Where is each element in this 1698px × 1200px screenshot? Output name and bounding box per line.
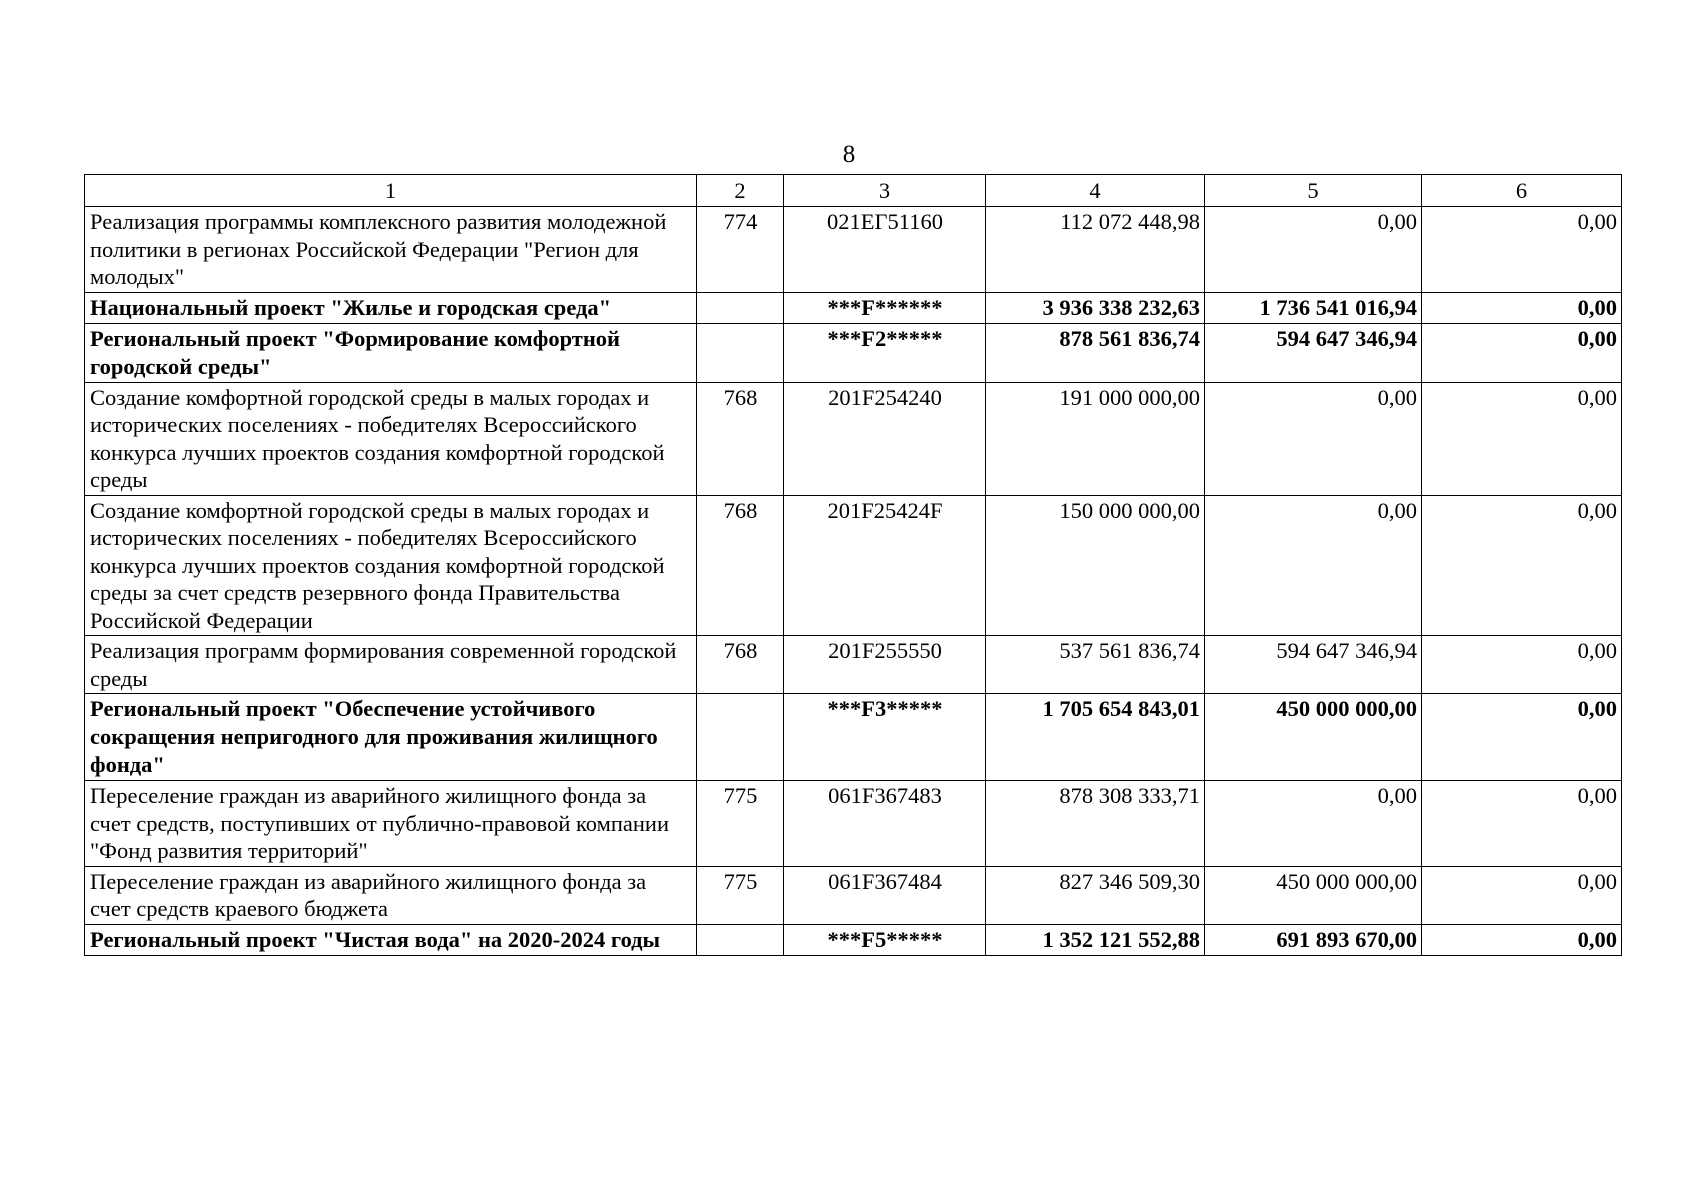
row-amount-col6: 0,00 [1422,495,1622,636]
column-header-4: 4 [986,175,1205,207]
row-amount-col5: 0,00 [1205,495,1422,636]
row-target-code: ***F2***** [784,323,986,382]
row-admin-code [697,694,784,781]
row-admin-code: 768 [697,636,784,694]
column-header-3: 3 [784,175,986,207]
row-amount-col4: 112 072 448,98 [986,207,1205,293]
row-amount-col6: 0,00 [1422,781,1622,867]
row-amount-col5: 691 893 670,00 [1205,924,1422,955]
row-target-code: 021ЕГ51160 [784,207,986,293]
row-name: Региональный проект "Обеспечение устойчивого сокращения непригодного для проживания жилищного фонда" [85,694,697,781]
row-name: Создание комфортной городской среды в малых городах и исторических поселениях - победителях Всероссийского конкурса лучших проектов создания комфортной городской среды [85,382,697,495]
table-row [85,382,1622,495]
row-name: Реализация программ формирования современной городской среды [85,636,697,694]
table-row [85,207,1622,293]
column-header-5: 5 [1205,175,1422,207]
row-target-code: ***F5***** [784,924,986,955]
table-row [85,323,1622,382]
row-amount-col5: 0,00 [1205,207,1422,293]
row-name: Национальный проект "Жилье и городская среда" [85,292,697,323]
row-admin-code: 768 [697,495,784,636]
row-amount-col6: 0,00 [1422,694,1622,781]
row-name: Реализация программы комплексного развития молодежной политики в регионах Российской Федерации "Регион для молодых" [85,207,697,293]
row-target-code: 201F255550 [784,636,986,694]
row-amount-col6: 0,00 [1422,866,1622,924]
table-row [85,866,1622,924]
row-amount-col5: 450 000 000,00 [1205,694,1422,781]
row-amount-col6: 0,00 [1422,636,1622,694]
row-name: Переселение граждан из аварийного жилищного фонда за счет средств краевого бюджета [85,866,697,924]
row-name: Региональный проект "Чистая вода" на 2020-2024 годы [85,924,697,955]
table-row [85,924,1622,955]
table-header-row [85,175,1622,207]
table-row [85,292,1622,323]
row-amount-col5: 450 000 000,00 [1205,866,1422,924]
row-amount-col5: 1 736 541 016,94 [1205,292,1422,323]
row-amount-col5: 0,00 [1205,382,1422,495]
row-admin-code: 775 [697,866,784,924]
row-admin-code [697,924,784,955]
budget-table [84,174,1622,956]
column-header-2: 2 [697,175,784,207]
row-target-code: 201F254240 [784,382,986,495]
table-row [85,694,1622,781]
row-amount-col6: 0,00 [1422,207,1622,293]
row-target-code: ***F3***** [784,694,986,781]
row-amount-col4: 1 705 654 843,01 [986,694,1205,781]
row-name: Создание комфортной городской среды в малых городах и исторических поселениях - победителях Всероссийского конкурса лучших проектов создания комфортной городской среды за счет средств резервного фонда Правительства Российской Федерации [85,495,697,636]
row-admin-code: 775 [697,781,784,867]
row-amount-col5: 594 647 346,94 [1205,636,1422,694]
row-name: Переселение граждан из аварийного жилищного фонда за счет средств, поступивших от публично-правовой компании "Фонд развития территорий" [85,781,697,867]
row-target-code: ***F****** [784,292,986,323]
row-amount-col4: 3 936 338 232,63 [986,292,1205,323]
table-row [85,781,1622,867]
row-admin-code: 768 [697,382,784,495]
table-row [85,495,1622,636]
row-amount-col4: 537 561 836,74 [986,636,1205,694]
row-amount-col4: 1 352 121 552,88 [986,924,1205,955]
page-number: 8 [842,141,856,168]
row-admin-code: 774 [697,207,784,293]
row-name: Региональный проект "Формирование комфортной городской среды" [85,323,697,382]
row-admin-code [697,292,784,323]
row-amount-col4: 878 561 836,74 [986,323,1205,382]
column-header-1: 1 [85,175,697,207]
row-target-code: 201F25424F [784,495,986,636]
row-amount-col6: 0,00 [1422,323,1622,382]
row-amount-col4: 191 000 000,00 [986,382,1205,495]
row-amount-col4: 827 346 509,30 [986,866,1205,924]
row-target-code: 061F367483 [784,781,986,867]
row-amount-col4: 878 308 333,71 [986,781,1205,867]
row-target-code: 061F367484 [784,866,986,924]
table-row [85,636,1622,694]
row-amount-col6: 0,00 [1422,382,1622,495]
row-admin-code [697,323,784,382]
row-amount-col4: 150 000 000,00 [986,495,1205,636]
row-amount-col5: 594 647 346,94 [1205,323,1422,382]
row-amount-col6: 0,00 [1422,924,1622,955]
column-header-6: 6 [1422,175,1622,207]
row-amount-col6: 0,00 [1422,292,1622,323]
row-amount-col5: 0,00 [1205,781,1422,867]
